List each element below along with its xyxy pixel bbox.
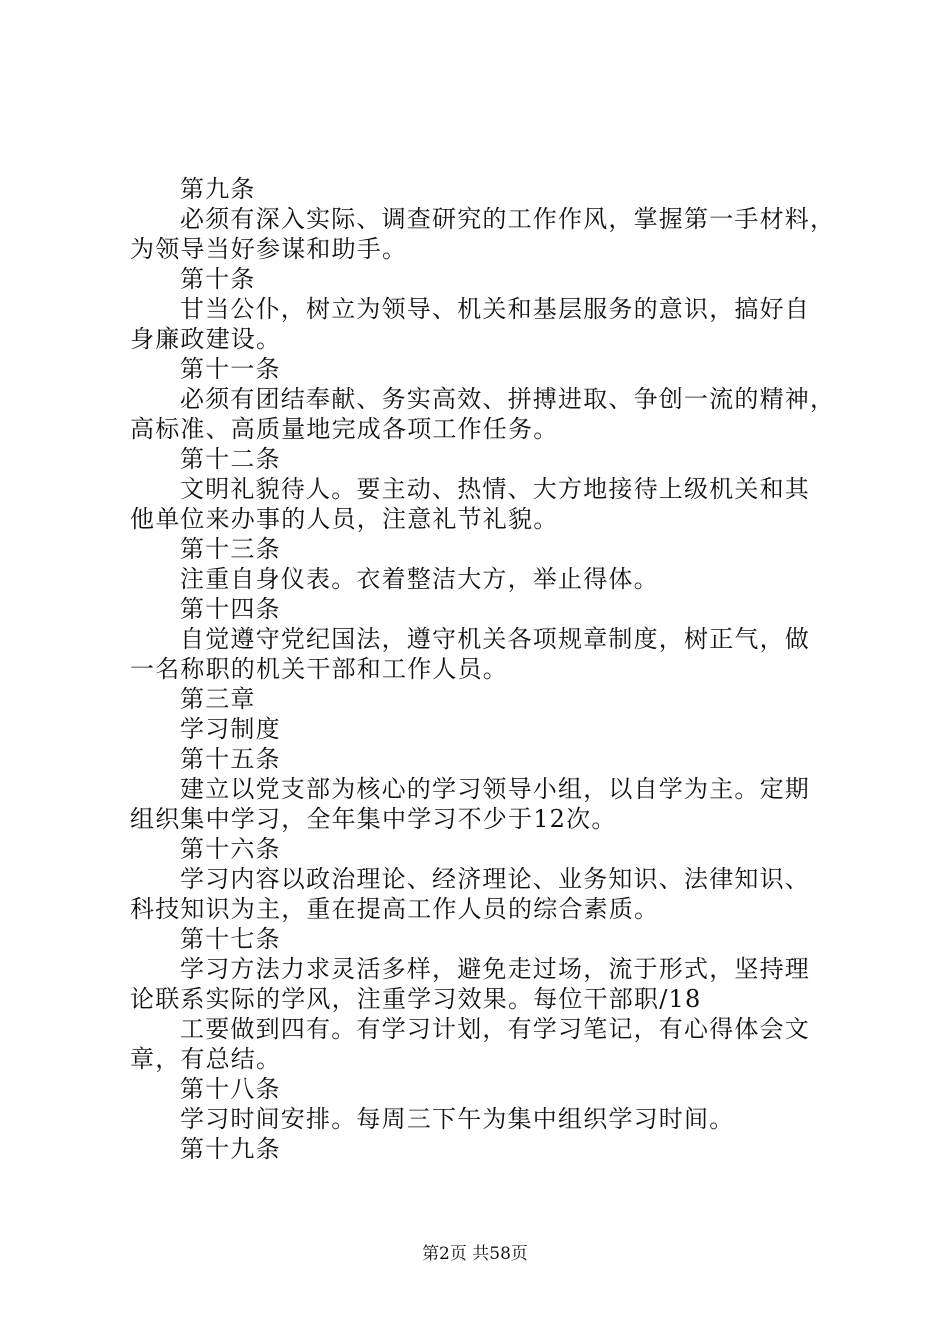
page-footer: 第2页 共58页 bbox=[422, 1244, 528, 1264]
text-line: 第十九条 bbox=[180, 1135, 281, 1163]
text-line: 第三章 bbox=[180, 685, 256, 713]
text-line: 第十四条 bbox=[180, 595, 281, 623]
text-line: 论联系实际的学风，注重学习效果。每位干部职/18 bbox=[130, 985, 702, 1013]
text-line: 身廉政建设。 bbox=[130, 325, 282, 353]
text-line: 第十条 bbox=[180, 265, 256, 293]
text-line: 章，有总结。 bbox=[130, 1045, 282, 1073]
text-line: 工要做到四有。有学习计划，有学习笔记，有心得体会文 bbox=[180, 1015, 810, 1043]
text-line: 第十六条 bbox=[180, 835, 281, 863]
text-line: 第十七条 bbox=[180, 925, 281, 953]
text-line: 第十三条 bbox=[180, 535, 281, 563]
text-line: 建立以党支部为核心的学习领导小组，以自学为主。定期 bbox=[180, 775, 810, 803]
text-line: 他单位来办事的人员，注意礼节礼貌。 bbox=[130, 505, 559, 533]
text-line: 一名称职的机关干部和工作人员。 bbox=[130, 655, 508, 683]
text-line: 第十八条 bbox=[180, 1075, 281, 1103]
document-body bbox=[130, 174, 842, 1164]
text-line: 学习方法力求灵活多样，避免走过场，流于形式，坚持理 bbox=[180, 955, 810, 983]
text-line: 文明礼貌待人。要主动、热情、大方地接待上级机关和其 bbox=[180, 475, 810, 503]
text-line: 第十一条 bbox=[180, 355, 281, 383]
text-line: 学习时间安排。每周三下午为集中组织学习时间。 bbox=[180, 1105, 735, 1133]
text-line: 甘当公仆，树立为领导、机关和基层服务的意识，搞好自 bbox=[180, 295, 810, 323]
text-line: 第九条 bbox=[180, 175, 256, 203]
text-line: 组织集中学习，全年集中学习不少于12次。 bbox=[130, 805, 617, 833]
text-line: 自觉遵守党纪国法，遵守机关各项规章制度，树正气，做 bbox=[180, 625, 810, 653]
text-line: 必须有深入实际、调查研究的工作作风，掌握第一手材料， bbox=[180, 205, 836, 233]
text-line: 第十五条 bbox=[180, 745, 281, 773]
text-line: 科技知识为主，重在提高工作人员的综合素质。 bbox=[130, 895, 660, 923]
text-line: 注重自身仪表。衣着整洁大方，举止得体。 bbox=[180, 565, 659, 593]
text-line: 必须有团结奉献、务实高效、拼搏进取、争创一流的精神， bbox=[180, 385, 836, 413]
text-line: 学习制度 bbox=[180, 715, 281, 743]
text-line: 高标准、高质量地完成各项工作任务。 bbox=[130, 415, 559, 443]
text-line: 为领导当好参谋和助手。 bbox=[130, 235, 408, 263]
text-line: 第十二条 bbox=[180, 445, 281, 473]
text-line: 学习内容以政治理论、经济理论、业务知识、法律知识、 bbox=[180, 865, 810, 893]
